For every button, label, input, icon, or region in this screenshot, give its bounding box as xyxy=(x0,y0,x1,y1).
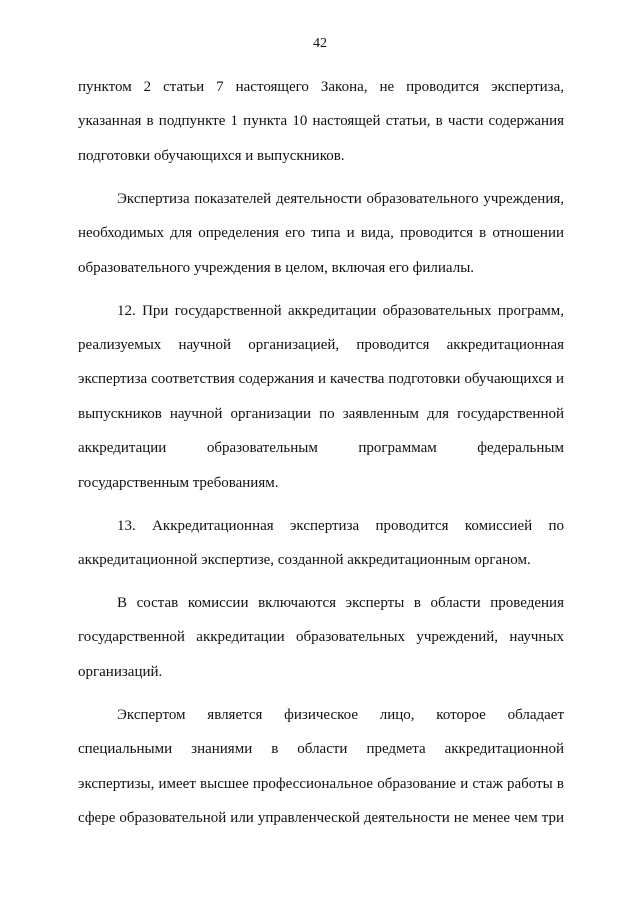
paragraph-item-12: 12. При государственной аккредитации образовательных программ, реализуемых научной организацией, проводится аккредитационная экспертиза соответствия содержания и качества подготовки обучающихся и выпускников научной организации по заявленным для государственной аккредитации образовательным программам федеральным государственным требованиям. xyxy=(78,302,564,491)
paragraph-continuation: пунктом 2 статьи 7 настоящего Закона, не проводится экспертиза, указанная в подпункте 1 пункта 10 настоящей статьи, в части содержания подготовки обучающихся и выпускников. xyxy=(78,79,564,164)
page-number: 42 xyxy=(313,36,327,51)
paragraph-expertise-indicators: Экспертиза показателей деятельности образовательного учреждения, необходимых для определения его типа и вида, проводится в отношении образовательного учреждения в целом, включая его филиалы. xyxy=(78,190,564,276)
body-text xyxy=(78,70,564,844)
paragraph-commission-composition: В состав комиссии включаются эксперты в области проведения государственной аккредитации образовательных учреждений, научных организаций. xyxy=(78,595,564,680)
paragraph-item-13: 13. Аккредитационная экспертиза проводится комиссией по аккредитационной экспертизе, созданной аккредитационным органом. xyxy=(78,517,564,569)
paragraph-expert-definition: Экспертом является физическое лицо, которое обладает специальными знаниями в области предмета аккредитационной экспертизы, имеет высшее профессиональное образование и стаж работы в сфере образовательной или управленческой деятельности не менее чем три xyxy=(78,706,564,827)
